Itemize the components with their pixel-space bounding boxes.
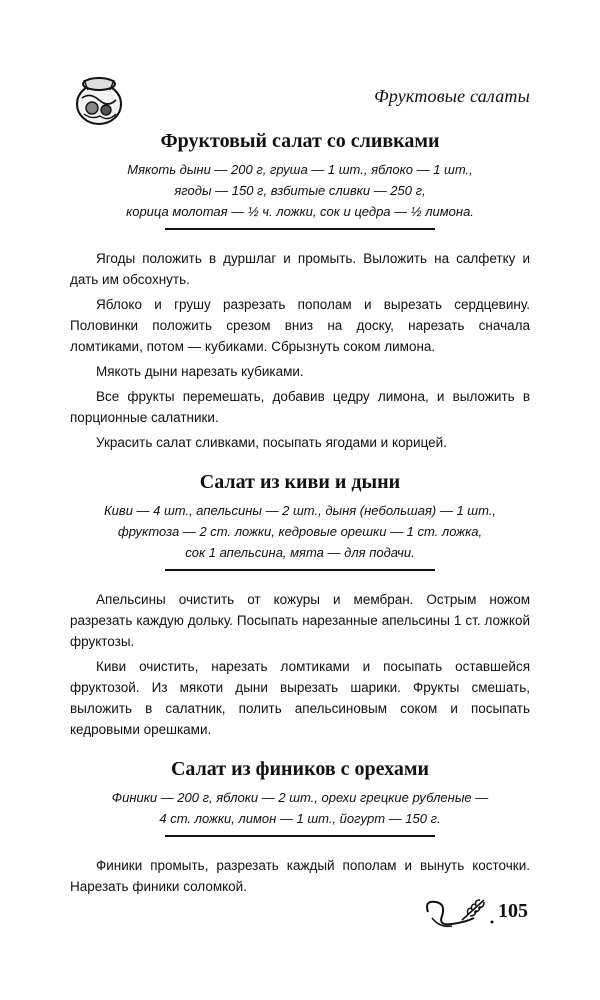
jar-illustration-icon (70, 70, 128, 128)
ingredients-line: корица молотая — ½ ч. ложки, сок и цедра — ½ лимона. (126, 204, 474, 219)
ingredients-line: ягоды — 150 г, взбитые сливки — 250 г, (174, 183, 426, 198)
ingredients (70, 787, 530, 829)
ingredients-line: фруктоза — 2 ст. ложки, кедровые орешки — 1 ст. ложка, (117, 524, 483, 539)
ingredients-line: 4 ст. ложки, лимон — 1 шт., йогурт — 150 г. (159, 811, 441, 826)
divider-rule (165, 569, 435, 571)
ingredients-line: Киви — 4 шт., апельсины — 2 шт., дыня (небольшая) — 1 шт., (104, 503, 496, 518)
instruction-paragraph: Киви очистить, нарезать ломтиками и посыпать оставшейся фруктозой. Из мякоти дыни вырезать шарики. Фрукты смешать, выложить в салатник, полить апельсиновым соком и посыпать кедровыми орешками. (70, 659, 530, 737)
ingredients-line: Финики — 200 г, яблоки — 2 шт., орехи грецкие рубленые — (111, 790, 489, 805)
recipe-title: Салат из киви и дыни (199, 471, 401, 493)
running-head: Фруктовые салаты (374, 86, 530, 106)
instruction-paragraph: Мякоть дыни нарезать кубиками. (96, 364, 304, 379)
instruction-paragraph: Апельсины очистить от кожуры и мембран. Острым ножом разрезать каждую дольку. Посыпать нарезанные апельсины 1 ст. ложкой фруктозы. (70, 592, 530, 649)
instruction-paragraph: Финики промыть, разрезать каждый пополам и вынуть косточки. Нарезать финики соломкой. (70, 858, 530, 894)
instruction-paragraph: Яблоко и грушу разрезать пополам и вырезать сердцевину. Половинки положить срезом вниз на доску, нарезать сначала ломтиками, потом — кубиками. Сбрызнуть соком лимона. (70, 297, 530, 354)
recipe-title: Фруктовый салат со сливками (160, 130, 440, 152)
page-number: 105 (498, 900, 528, 922)
recipe (70, 471, 530, 740)
divider-rule (165, 835, 435, 837)
divider-rule (165, 228, 435, 230)
page-content (70, 128, 530, 915)
recipe-title: Салат из фиников с орехами (170, 758, 430, 780)
recipe (70, 130, 530, 453)
ingredients (70, 500, 530, 563)
leaf-swirl-ornament-icon (422, 892, 498, 934)
ingredients (70, 159, 530, 222)
ingredients-line: Мякоть дыни — 200 г, груша — 1 шт., яблоко — 1 шт., (127, 162, 473, 177)
instruction-paragraph: Все фрукты перемешать, добавив цедру лимона, и выложить в порционные салатники. (70, 389, 530, 425)
ingredients-line: сок 1 апельсина, мята — для подачи. (185, 545, 415, 560)
recipe (70, 758, 530, 897)
instruction-paragraph: Украсить салат сливками, посыпать ягодами и корицей. (96, 435, 447, 450)
instruction-paragraph: Ягоды положить в дуршлаг и промыть. Выложить на салфетку и дать им обсохнуть. (70, 251, 530, 287)
